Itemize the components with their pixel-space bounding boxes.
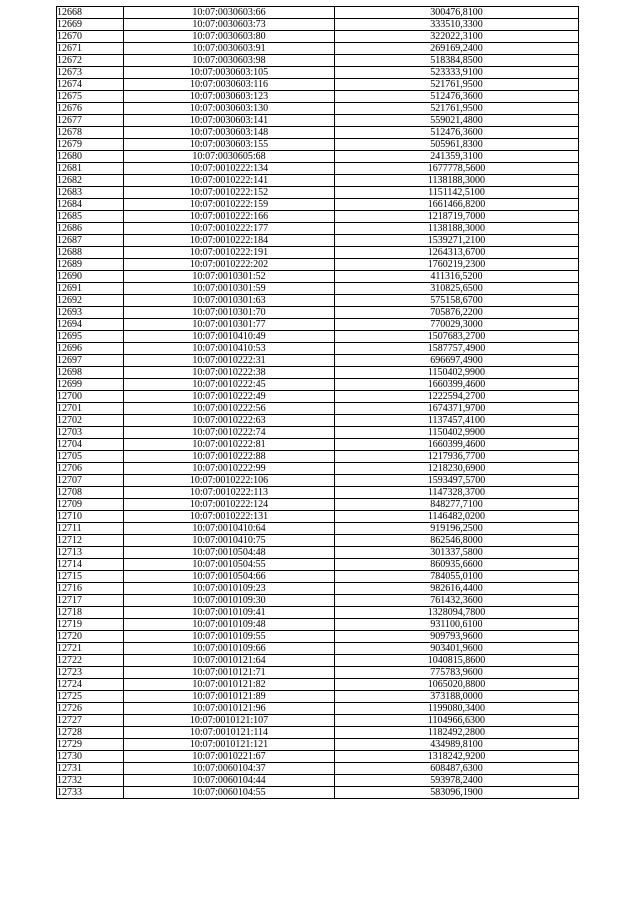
cadastral-number-cell: 10:07:0060104:44: [124, 775, 335, 787]
cadastral-number-cell: 10:07:0010109:55: [124, 631, 335, 643]
table-row: [57, 415, 579, 427]
cadastral-number-cell: 10:07:0010301:77: [124, 319, 335, 331]
cadastral-number-cell: 10:07:0010222:152: [124, 187, 335, 199]
cadastral-number-cell: 10:07:0010222:63: [124, 415, 335, 427]
row-number-cell: 12670: [57, 31, 124, 43]
table-row: [57, 43, 579, 55]
value-cell: 919196,2500: [335, 523, 579, 535]
value-cell: 241359,3100: [335, 151, 579, 163]
cadastral-number-cell: 10:07:0010222:99: [124, 463, 335, 475]
cadastral-number-cell: 10:07:0010121:96: [124, 703, 335, 715]
value-cell: 1507683,2700: [335, 331, 579, 343]
cadastral-number-cell: 10:07:0010301:52: [124, 271, 335, 283]
row-number-cell: 12690: [57, 271, 124, 283]
table-row: [57, 319, 579, 331]
value-cell: 1040815,8600: [335, 655, 579, 667]
cadastral-number-cell: 10:07:0060104:37: [124, 763, 335, 775]
row-number-cell: 12704: [57, 439, 124, 451]
row-number-cell: 12712: [57, 535, 124, 547]
row-number-cell: 12727: [57, 715, 124, 727]
row-number-cell: 12705: [57, 451, 124, 463]
table-row: [57, 163, 579, 175]
table-row: [57, 739, 579, 751]
value-cell: 300476,8100: [335, 7, 579, 19]
row-number-cell: 12689: [57, 259, 124, 271]
cadastral-number-cell: 10:07:0010301:70: [124, 307, 335, 319]
value-cell: 521761,9500: [335, 79, 579, 91]
value-cell: 696697,4900: [335, 355, 579, 367]
value-cell: 1661466,8200: [335, 199, 579, 211]
value-cell: 1182492,2800: [335, 727, 579, 739]
value-cell: 1199080,3400: [335, 703, 579, 715]
row-number-cell: 12682: [57, 175, 124, 187]
cadastral-number-cell: 10:07:0010222:106: [124, 475, 335, 487]
row-number-cell: 12716: [57, 583, 124, 595]
cadastral-number-cell: 10:07:0010109:41: [124, 607, 335, 619]
cadastral-number-cell: 10:07:0010222:202: [124, 259, 335, 271]
table-row: [57, 283, 579, 295]
value-cell: 848277,7100: [335, 499, 579, 511]
value-cell: 1264313,6700: [335, 247, 579, 259]
table-row: [57, 115, 579, 127]
table-row: [57, 511, 579, 523]
value-cell: 909793,9600: [335, 631, 579, 643]
cadastral-number-cell: 10:07:0030603:80: [124, 31, 335, 43]
table-row: [57, 463, 579, 475]
row-number-cell: 12691: [57, 283, 124, 295]
row-number-cell: 12687: [57, 235, 124, 247]
value-cell: 1539271,2100: [335, 235, 579, 247]
table-row: [57, 559, 579, 571]
table-row: [57, 487, 579, 499]
row-number-cell: 12700: [57, 391, 124, 403]
row-number-cell: 12711: [57, 523, 124, 535]
cadastral-number-cell: 10:07:0010222:81: [124, 439, 335, 451]
row-number-cell: 12720: [57, 631, 124, 643]
table-row: [57, 127, 579, 139]
row-number-cell: 12722: [57, 655, 124, 667]
cadastral-number-cell: 10:07:0010109:30: [124, 595, 335, 607]
value-cell: 1104966,6300: [335, 715, 579, 727]
value-cell: 583096,1900: [335, 787, 579, 799]
value-cell: 1150402,9900: [335, 367, 579, 379]
cadastral-number-cell: 10:07:0010121:107: [124, 715, 335, 727]
value-cell: 521761,9500: [335, 103, 579, 115]
value-cell: 903401,9600: [335, 643, 579, 655]
row-number-cell: 12708: [57, 487, 124, 499]
row-number-cell: 12686: [57, 223, 124, 235]
cadastral-number-cell: 10:07:0010121:114: [124, 727, 335, 739]
cadastral-number-cell: 10:07:0010410:75: [124, 535, 335, 547]
value-cell: 761432,3600: [335, 595, 579, 607]
table-row: [57, 343, 579, 355]
cadastral-number-cell: 10:07:0010504:48: [124, 547, 335, 559]
row-number-cell: 12695: [57, 331, 124, 343]
table-row: [57, 715, 579, 727]
value-cell: 1138188,3000: [335, 175, 579, 187]
table-row: [57, 787, 579, 799]
cadastral-number-cell: 10:07:0010222:124: [124, 499, 335, 511]
table-row: [57, 67, 579, 79]
cadastral-number-cell: 10:07:0010222:31: [124, 355, 335, 367]
cadastral-number-cell: 10:07:0010222:49: [124, 391, 335, 403]
row-number-cell: 12707: [57, 475, 124, 487]
row-number-cell: 12696: [57, 343, 124, 355]
value-cell: 411316,5200: [335, 271, 579, 283]
value-cell: 1660399,4600: [335, 379, 579, 391]
table-row: [57, 211, 579, 223]
table-row: [57, 331, 579, 343]
cadastral-number-cell: 10:07:0030603:123: [124, 91, 335, 103]
table-row: [57, 379, 579, 391]
cadastral-number-cell: 10:07:0010504:55: [124, 559, 335, 571]
value-cell: 559021,4800: [335, 115, 579, 127]
cadastral-number-cell: 10:07:0010222:45: [124, 379, 335, 391]
cadastral-number-cell: 10:07:0010222:141: [124, 175, 335, 187]
value-cell: 1218230,6900: [335, 463, 579, 475]
cadastral-number-cell: 10:07:0010301:59: [124, 283, 335, 295]
cadastral-number-cell: 10:07:0010222:56: [124, 403, 335, 415]
table-row: [57, 403, 579, 415]
value-cell: 775783,9600: [335, 667, 579, 679]
cadastral-number-cell: 10:07:0010222:38: [124, 367, 335, 379]
row-number-cell: 12725: [57, 691, 124, 703]
row-number-cell: 12673: [57, 67, 124, 79]
value-cell: 373188,0000: [335, 691, 579, 703]
table-row: [57, 55, 579, 67]
cadastral-number-cell: 10:07:0010121:121: [124, 739, 335, 751]
cadastral-number-cell: 10:07:0030603:148: [124, 127, 335, 139]
row-number-cell: 12684: [57, 199, 124, 211]
cadastral-number-cell: 10:07:0030603:130: [124, 103, 335, 115]
cadastral-number-cell: 10:07:0010121:71: [124, 667, 335, 679]
cadastral-number-cell: 10:07:0010109:48: [124, 619, 335, 631]
row-number-cell: 12729: [57, 739, 124, 751]
table-row: [57, 235, 579, 247]
row-number-cell: 12676: [57, 103, 124, 115]
table-row: [57, 667, 579, 679]
value-cell: 705876,2200: [335, 307, 579, 319]
table-row: [57, 223, 579, 235]
table-row: [57, 439, 579, 451]
row-number-cell: 12724: [57, 679, 124, 691]
table-row: [57, 295, 579, 307]
table-row: [57, 355, 579, 367]
table-row: [57, 475, 579, 487]
row-number-cell: 12672: [57, 55, 124, 67]
value-cell: 1218719,7000: [335, 211, 579, 223]
row-number-cell: 12683: [57, 187, 124, 199]
cadastral-number-cell: 10:07:0010222:191: [124, 247, 335, 259]
value-cell: 1222594,2700: [335, 391, 579, 403]
cadastral-number-cell: 10:07:0010222:177: [124, 223, 335, 235]
cadastral-number-cell: 10:07:0030603:73: [124, 19, 335, 31]
cadastral-number-cell: 10:07:0010301:63: [124, 295, 335, 307]
value-cell: 505961,8300: [335, 139, 579, 151]
value-cell: 1138188,3000: [335, 223, 579, 235]
row-number-cell: 12675: [57, 91, 124, 103]
row-number-cell: 12732: [57, 775, 124, 787]
value-cell: 770029,3000: [335, 319, 579, 331]
cadastral-number-cell: 10:07:0010221:67: [124, 751, 335, 763]
cadastral-number-cell: 10:07:0010222:74: [124, 427, 335, 439]
row-number-cell: 12723: [57, 667, 124, 679]
row-number-cell: 12714: [57, 559, 124, 571]
cadastral-number-cell: 10:07:0010410:49: [124, 331, 335, 343]
table-row: [57, 619, 579, 631]
table-row: [57, 175, 579, 187]
row-number-cell: 12693: [57, 307, 124, 319]
value-cell: 518384,8500: [335, 55, 579, 67]
value-cell: 434989,8100: [335, 739, 579, 751]
table-row: [57, 727, 579, 739]
value-cell: 512476,3600: [335, 127, 579, 139]
cadastral-number-cell: 10:07:0030603:66: [124, 7, 335, 19]
table-row: [57, 751, 579, 763]
table-row: [57, 427, 579, 439]
row-number-cell: 12688: [57, 247, 124, 259]
registry-table: [56, 6, 579, 799]
row-number-cell: 12710: [57, 511, 124, 523]
table-row: [57, 19, 579, 31]
table-row: [57, 199, 579, 211]
table-row: [57, 595, 579, 607]
table-row: [57, 535, 579, 547]
cadastral-number-cell: 10:07:0010222:134: [124, 163, 335, 175]
table-row: [57, 763, 579, 775]
value-cell: 1587757,4900: [335, 343, 579, 355]
value-cell: 301337,5800: [335, 547, 579, 559]
cadastral-number-cell: 10:07:0060104:55: [124, 787, 335, 799]
row-number-cell: 12694: [57, 319, 124, 331]
table-row: [57, 139, 579, 151]
table-row: [57, 271, 579, 283]
value-cell: 1593497,5700: [335, 475, 579, 487]
value-cell: 1660399,4600: [335, 439, 579, 451]
table-row: [57, 643, 579, 655]
cadastral-number-cell: 10:07:0010121:89: [124, 691, 335, 703]
row-number-cell: 12702: [57, 415, 124, 427]
row-number-cell: 12709: [57, 499, 124, 511]
row-number-cell: 12674: [57, 79, 124, 91]
table-row: [57, 151, 579, 163]
table-row: [57, 607, 579, 619]
cadastral-number-cell: 10:07:0010222:159: [124, 199, 335, 211]
table-row: [57, 247, 579, 259]
table-row: [57, 523, 579, 535]
cadastral-number-cell: 10:07:0030603:98: [124, 55, 335, 67]
value-cell: 931100,6100: [335, 619, 579, 631]
row-number-cell: 12718: [57, 607, 124, 619]
cadastral-number-cell: 10:07:0010504:66: [124, 571, 335, 583]
table-row: [57, 451, 579, 463]
row-number-cell: 12730: [57, 751, 124, 763]
row-number-cell: 12728: [57, 727, 124, 739]
value-cell: 1217936,7700: [335, 451, 579, 463]
table-row: [57, 367, 579, 379]
row-number-cell: 12698: [57, 367, 124, 379]
table-row: [57, 775, 579, 787]
value-cell: 333510,3300: [335, 19, 579, 31]
cadastral-number-cell: 10:07:0030603:116: [124, 79, 335, 91]
row-number-cell: 12685: [57, 211, 124, 223]
value-cell: 862546,8000: [335, 535, 579, 547]
row-number-cell: 12703: [57, 427, 124, 439]
table-row: [57, 655, 579, 667]
value-cell: 982616,4400: [335, 583, 579, 595]
cadastral-number-cell: 10:07:0010109:66: [124, 643, 335, 655]
value-cell: 1674371,9700: [335, 403, 579, 415]
value-cell: 1146482,0200: [335, 511, 579, 523]
value-cell: 1318242,9200: [335, 751, 579, 763]
cadastral-number-cell: 10:07:0010121:82: [124, 679, 335, 691]
row-number-cell: 12717: [57, 595, 124, 607]
table-row: [57, 259, 579, 271]
row-number-cell: 12721: [57, 643, 124, 655]
cadastral-number-cell: 10:07:0010121:64: [124, 655, 335, 667]
row-number-cell: 12677: [57, 115, 124, 127]
value-cell: 1137457,4100: [335, 415, 579, 427]
row-number-cell: 12680: [57, 151, 124, 163]
value-cell: 860935,6600: [335, 559, 579, 571]
value-cell: 1328094,7800: [335, 607, 579, 619]
value-cell: 593978,2400: [335, 775, 579, 787]
table-row: [57, 307, 579, 319]
cadastral-number-cell: 10:07:0010222:131: [124, 511, 335, 523]
table-row: [57, 547, 579, 559]
value-cell: 269169,2400: [335, 43, 579, 55]
table-row: [57, 631, 579, 643]
table-row: [57, 31, 579, 43]
table-row: [57, 79, 579, 91]
cadastral-number-cell: 10:07:0010109:23: [124, 583, 335, 595]
row-number-cell: 12699: [57, 379, 124, 391]
row-number-cell: 12668: [57, 7, 124, 19]
row-number-cell: 12731: [57, 763, 124, 775]
cadastral-number-cell: 10:07:0030603:105: [124, 67, 335, 79]
row-number-cell: 12706: [57, 463, 124, 475]
row-number-cell: 12726: [57, 703, 124, 715]
cadastral-number-cell: 10:07:0010222:166: [124, 211, 335, 223]
value-cell: 1150402,9900: [335, 427, 579, 439]
row-number-cell: 12713: [57, 547, 124, 559]
table-row: [57, 583, 579, 595]
row-number-cell: 12715: [57, 571, 124, 583]
row-number-cell: 12681: [57, 163, 124, 175]
row-number-cell: 12692: [57, 295, 124, 307]
registry-table-body: [57, 7, 579, 799]
value-cell: 575158,6700: [335, 295, 579, 307]
cadastral-number-cell: 10:07:0030603:141: [124, 115, 335, 127]
cadastral-number-cell: 10:07:0030603:91: [124, 43, 335, 55]
table-row: [57, 703, 579, 715]
value-cell: 523333,9100: [335, 67, 579, 79]
cadastral-number-cell: 10:07:0010222:88: [124, 451, 335, 463]
table-row: [57, 499, 579, 511]
row-number-cell: 12701: [57, 403, 124, 415]
row-number-cell: 12733: [57, 787, 124, 799]
table-row: [57, 103, 579, 115]
value-cell: 608487,6300: [335, 763, 579, 775]
cadastral-number-cell: 10:07:0010410:53: [124, 343, 335, 355]
cadastral-number-cell: 10:07:0030603:155: [124, 139, 335, 151]
value-cell: 1065020,8800: [335, 679, 579, 691]
table-row: [57, 391, 579, 403]
table-row: [57, 91, 579, 103]
value-cell: 1147328,3700: [335, 487, 579, 499]
value-cell: 1677778,5600: [335, 163, 579, 175]
cadastral-number-cell: 10:07:0010222:184: [124, 235, 335, 247]
table-row: [57, 571, 579, 583]
row-number-cell: 12679: [57, 139, 124, 151]
row-number-cell: 12719: [57, 619, 124, 631]
row-number-cell: 12697: [57, 355, 124, 367]
value-cell: 1151142,5100: [335, 187, 579, 199]
value-cell: 1760219,2300: [335, 259, 579, 271]
value-cell: 784055,0100: [335, 571, 579, 583]
table-row: [57, 7, 579, 19]
table-row: [57, 691, 579, 703]
row-number-cell: 12669: [57, 19, 124, 31]
value-cell: 310825,6500: [335, 283, 579, 295]
cadastral-number-cell: 10:07:0010410:64: [124, 523, 335, 535]
row-number-cell: 12671: [57, 43, 124, 55]
value-cell: 512476,3600: [335, 91, 579, 103]
table-row: [57, 187, 579, 199]
value-cell: 322022,3100: [335, 31, 579, 43]
cadastral-number-cell: 10:07:0010222:113: [124, 487, 335, 499]
row-number-cell: 12678: [57, 127, 124, 139]
table-row: [57, 679, 579, 691]
cadastral-number-cell: 10:07:0030605:68: [124, 151, 335, 163]
